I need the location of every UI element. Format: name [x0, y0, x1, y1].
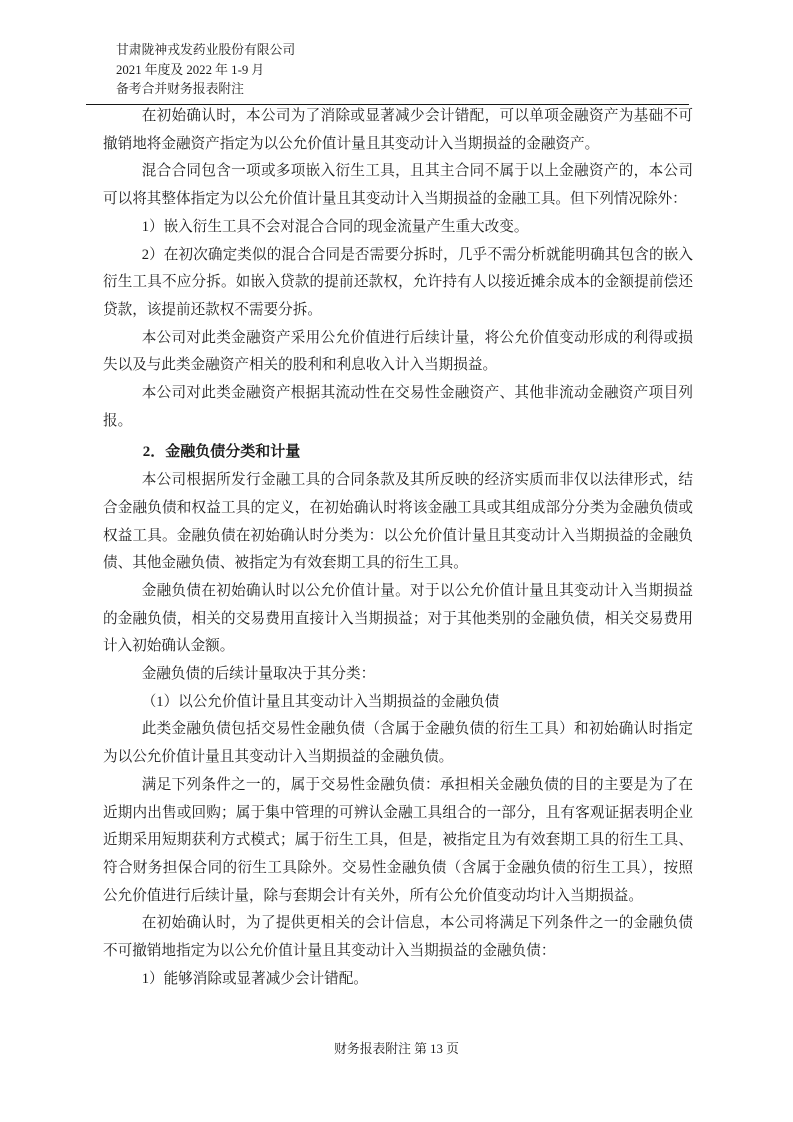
paragraph-subsequent-measurement-assets: 本公司对此类金融资产采用公允价值进行后续计量，将公允价值变动形成的利得或损失以及与此类金融资产相关的股利和利息收入计入当期损益。	[103, 329, 693, 374]
header-report-period: 2021 年度及 2022 年 1-9 月	[116, 62, 265, 77]
paragraph-presentation-assets: 本公司对此类金融资产根据其流动性在交易性金融资产、其他非流动金融资产项目列报。	[103, 385, 693, 429]
paragraph-irrevocable-designation: 在初始确认时，为了提供更相关的会计信息，本公司将满足下列条件之一的金融负债不可撤销地指定为以公允价值计量且其变动计入当期损益的金融负债：	[103, 915, 693, 960]
paragraph-liability-classification: 本公司根据所发行金融工具的合同条款及其所反映的经济实质而非仅以法律形式，结合金融负债和权益工具的定义，在初始确认时将该金融工具或其组成部分分类为金融负债或权益工具。金融负债在初始确认时分类为：以公允价值计量且其变动计入当期损益的金融负债、其他金融负债、被指定为有效套期工具的衍生工具。	[103, 472, 693, 572]
page-footer	[0, 1038, 793, 1057]
page-header-text	[116, 41, 689, 100]
paragraph-fvtpl-liability-scope: 此类金融负债包括交易性金融负债（含属于金融负债的衍生工具）和初始确认时指定为以公允价值计量且其变动计入当期损益的金融负债。	[103, 721, 693, 766]
footer-page-number: 财务报表附注 第 13 页	[334, 1042, 459, 1056]
paragraph-trading-liability-conditions: 满足下列条件之一的，属于交易性金融负债：承担相关金融负债的目的主要是为了在近期内出售或回购；属于集中管理的可辨认金融工具组合的一部分，且有客观证据表明企业近期采用短期获利方式模式；属于衍生工具，但是，被指定且为有效套期工具的衍生工具、符合财务担保合同的衍生工具除外。交易性金融负债（含属于金融负债的衍生工具），按照公允价值进行后续计量，除与套期会计有关外，所有公允价值变动均计入当期损益。	[103, 776, 693, 904]
paragraph-initial-recognition-assets: 在初始确认时，本公司为了消除或显著减少会计错配，可以单项金融资产为基础不可撤销地将金融资产指定为以公允价值计量且其变动计入当期损益的金融资产。	[103, 108, 693, 152]
page-header	[86, 41, 689, 105]
header-company-name: 甘肃陇神戎发药业股份有限公司	[116, 43, 296, 57]
header-doc-title: 备考合并财务报表附注	[116, 82, 244, 96]
paragraph-hybrid-contracts: 混合合同包含一项或多项嵌入衍生工具，且其主合同不属于以上金融资产的，本公司可以将其整体指定为以公允价值计量且其变动计入当期损益的金融工具。但下列情况除外：	[103, 163, 693, 208]
paragraph-fvtpl-liability-subheading: （1）以公允价值计量且其变动计入当期损益的金融负债	[141, 693, 500, 710]
paragraph-liability-initial-measurement: 金融负债在初始确认时以公允价值计量。对于以公允价值计量且其变动计入当期损益的金融负债，相关的交易费用直接计入当期损益；对于其他类别的金融负债，相关交易费用计入初始确认金额。	[103, 582, 693, 655]
section-heading-financial-liabilities: 2．金融负债分类和计量	[142, 444, 301, 461]
paragraph-exception-2: 2）在初次确定类似的混合合同是否需要分拆时，几乎不需分析就能明确其包含的嵌入衍生工具不应分拆。如嵌入贷款的提前还款权，允许持有人以接近摊余成本的金额提前偿还贷款，该提前还款权不需要分拆。	[103, 246, 693, 318]
paragraph-condition-1: 1）能够消除或显著减少会计错配。	[141, 970, 368, 987]
paragraph-liability-subsequent-intro: 金融负债的后续计量取决于其分类：	[141, 666, 376, 683]
paragraph-exception-1: 1）嵌入衍生工具不会对混合合同的现金流量产生重大改变。	[141, 218, 529, 235]
document-body	[103, 103, 693, 994]
